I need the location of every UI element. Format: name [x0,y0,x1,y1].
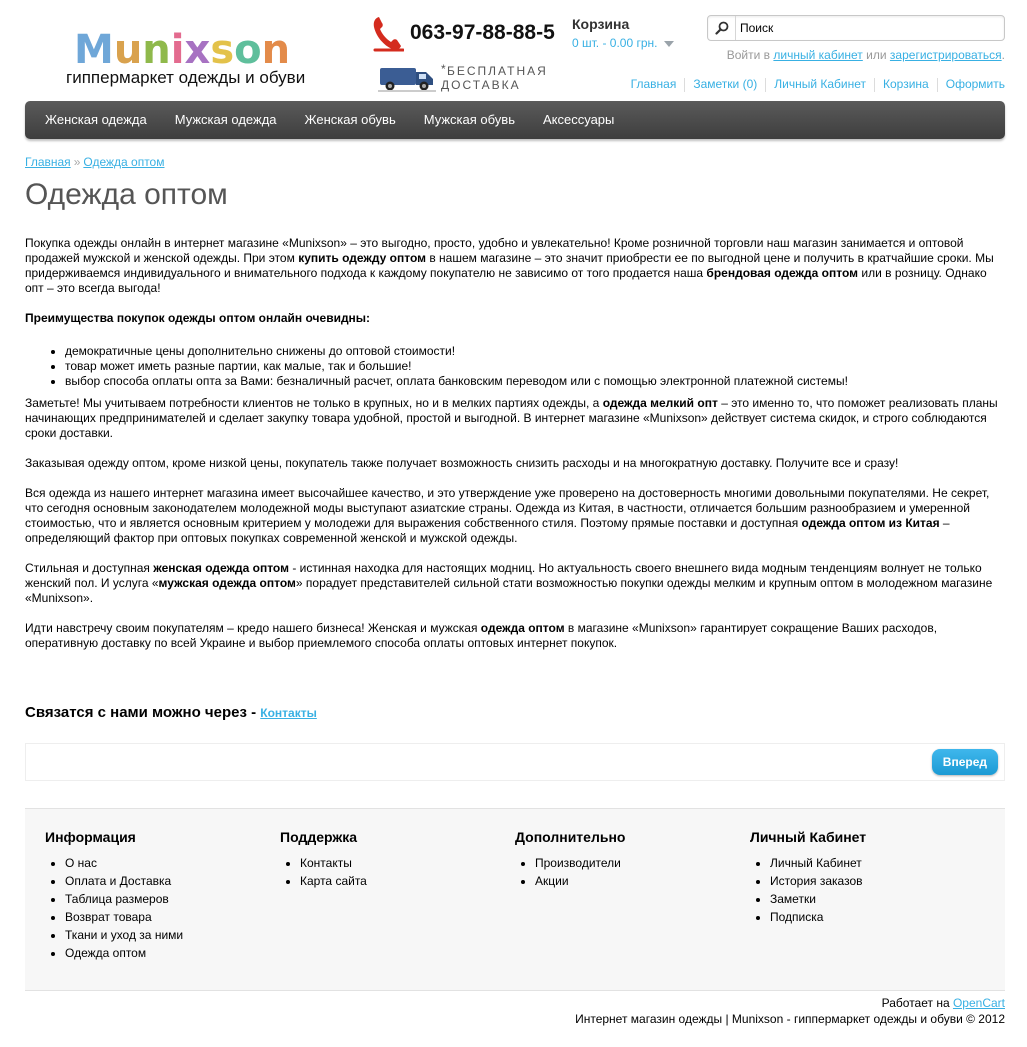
bold-text: купить одежду оптом [298,251,427,265]
text: - истинная находка для настоящих модниц. Но актуальность своего внешнего вида модным тенденциям волнует не только женский пол. И услуга « [25,561,982,590]
login-link[interactable]: личный кабинет [773,48,863,62]
bold-text: одежда оптом [480,621,565,635]
footer-link[interactable]: • Возврат товара [65,908,275,926]
cart-summary[interactable] [572,36,674,50]
cart-summary-text: 0 шт. - 0.00 грн. [572,36,658,50]
contact-heading [25,704,317,721]
chevron-down-icon[interactable] [664,41,674,47]
page-title: Одежда оптом [25,178,228,211]
top-link-wishlist[interactable]: Заметки (0) [693,77,758,91]
contacts-link[interactable]: Контакты [260,706,317,720]
paragraph-intro [25,236,1000,296]
article-content [25,236,1000,666]
breadcrumb-separator: » [73,155,81,169]
phone-icon [370,14,404,52]
copyright: Интернет магазин одежды | Munixson - гиппермаркет одежды и обуви © 2012 [575,1012,1005,1026]
logo-letter-4: x [184,27,211,73]
footer-link[interactable]: • Производители [535,854,745,872]
list-item: • демократичные цены дополнительно снижены до оптовой стоимости! [65,344,1000,359]
footer-link[interactable]: • Одежда оптом [65,944,275,962]
logo-letter-0: M [74,27,114,73]
text: Вся одежда из нашего интернет магазина имеет высочайшее качество, и это утверждение уже проверено на достоверность многими довольными покупателями. Не секрет, что сегодня основным законодателем молодежной моды выступают азиатские страны. Одежда из Китая, в частности, отличается большим разнообразием и умеренной стоимостью, что и является основным критерием у молодежи для выражения собственного стиля. Поэтому прямые поставки и доступная [25,486,990,530]
search-box [707,15,1005,41]
bold-text: брендовая одежда оптом [706,266,859,280]
bold-text: одежда мелкий опт [602,396,718,410]
logo-subtitle: гиппермаркет одежды и обуви [66,68,306,87]
top-link-cart[interactable]: Корзина [883,77,929,91]
delivery-line2: ДОСТАВКА [441,78,521,92]
menu-item-accessories[interactable]: Аксессуары [542,112,615,127]
forward-button[interactable]: Вперед [932,749,998,775]
text: – это именно то, что поможет реализовать планы начинающих предпринимателей и сделает закупку товара удобной, простой и выгодной. В интернет магазине «Munixson» действует система скидок, и строго соблюдаются сроки доставки. [25,396,998,440]
search-button[interactable] [708,16,736,40]
buttons-bar [25,743,1005,781]
bold-text: одежда оптом из Китая [801,516,940,530]
footer-link[interactable]: • Оплата и Доставка [65,872,275,890]
welcome-text [727,48,1005,62]
bold-text: женская одежда оптом [153,561,289,575]
top-link-checkout[interactable]: Оформить [945,77,1005,91]
menu-item-mens-clothing[interactable]: Мужская одежда [174,112,277,127]
footer-link[interactable]: • Ткани и уход за ними [65,926,275,944]
footer-link[interactable]: • Акции [535,872,745,890]
divider [765,78,766,92]
opencart-link[interactable]: OpenCart [952,996,1005,1010]
welcome-prefix: Войти в [726,48,771,62]
divider [937,78,938,92]
menu-item-mens-shoes[interactable]: Мужская обувь [423,112,515,127]
main-menu [25,101,1005,139]
breadcrumb-current[interactable]: Одежда оптом [83,155,165,169]
paragraph-quality [25,486,1000,546]
free-delivery-label [441,64,548,92]
footer-link[interactable]: • Контакты [300,854,510,872]
powered-by [882,996,1005,1010]
menu-item-womens-shoes[interactable]: Женская обувь [304,112,396,127]
logo-word [74,27,291,73]
search-icon [715,21,729,35]
text: Заметьте! Мы учитываем потребности клиентов не только в крупных, но и в мелких партиях одежды, а [25,396,603,410]
text: Покупка одежды онлайн в интернет магазине «Munixson» – это выгодно, просто, удобно и увлекательно! Кроме розничной торговли наш магазин занимается и оптовой продажей мужской и женской одежды. При этом [25,236,964,265]
logo[interactable] [66,27,306,90]
menu-item-womens-clothing[interactable]: Женская одежда [45,112,147,127]
divider [684,78,685,92]
divider [874,78,875,92]
logo-letter-3: i [170,27,185,73]
text: в магазине «Munixson» гарантирует сокращение Ваших расходов, оперативную доставку по всей Украине и выбор приемлемого способа оплаты оптовых интернет покупок. [25,621,938,650]
footer-link[interactable]: • Подписка [770,908,980,926]
footer [25,808,1005,991]
footer-column-extras [515,829,745,890]
list-item: • товар может иметь разные партии, как малые, так и большие! [65,359,1000,374]
footer-column-title: Личный Кабинет [750,829,867,845]
breadcrumb-home[interactable]: Главная [25,155,71,169]
powered-prefix: Работает на [881,996,953,1010]
text: Идти навстречу своим покупателям – кредо нашего бизнеса! Женская и мужская [25,621,481,635]
paragraph-credo [25,621,1000,651]
paragraph-style [25,561,1000,606]
logo-letter-7: n [261,27,291,73]
footer-link[interactable]: • Карта сайта [300,872,510,890]
paragraph-small-wholesale [25,396,1000,441]
welcome-end: . [1001,48,1005,62]
search-input[interactable] [740,19,995,37]
logo-letter-1: u [113,27,143,73]
text: Стильная и доступная [25,561,154,575]
footer-link[interactable]: • О нас [65,854,275,872]
text: » порадует представителей сильной стати возможностью покупки одежды мелким и крупным оптом в молодежном магазине «Munixson». [25,576,993,605]
top-link-home[interactable]: Главная [630,77,677,91]
text: или в розницу. Однако опт – это всегда выгода! [25,266,987,295]
header [0,0,1027,100]
text: в нашем магазине – это значит приобрести ее по выгодной цене и получить в кратчайшие сроки. Мы придерживаемся индивидуального и внимательного подхода к каждому покупателю не зависимо от того продается наша [25,251,994,280]
footer-link[interactable]: • Таблица размеров [65,890,275,908]
footer-column-support [280,829,510,890]
register-link[interactable]: зарегистрироваться [889,48,1002,62]
welcome-or: или [866,48,887,62]
logo-letter-2: n [142,27,171,73]
delivery-star: * [441,62,446,76]
bold-text: Преимущества покупок одежды оптом онлайн очевидны: [25,311,371,325]
footer-column-title: Поддержка [280,829,358,845]
footer-column-title: Дополнительно [515,829,626,845]
footer-column-title: Информация [45,829,136,845]
cart[interactable] [572,16,674,50]
paragraph-advantages-heading [25,311,1000,326]
top-link-account[interactable]: Личный Кабинет [774,77,867,91]
footer-link[interactable]: • История заказов [770,872,980,890]
footer-column-info [45,829,275,962]
bold-text: мужская одежда оптом [158,576,296,590]
truck-icon [378,64,436,92]
cart-title: Корзина [572,16,630,32]
phone-number: 063-97-88-88-5 [410,21,555,44]
top-links [625,77,1005,92]
logo-letter-5: s [210,27,235,73]
text: – определяющий фактор при оптовых покупках современной женской и мужской одежды. [25,516,950,545]
logo-letter-6: o [234,27,262,73]
list-item: • выбор способа оплаты опта за Вами: безналичный расчет, оплата банковским переводом или с помощью электронной платежной системы! [65,374,1000,389]
delivery-line1: БЕСПЛАТНАЯ [447,64,548,78]
paragraph-delivery: Заказывая одежду оптом, кроме низкой цены, покупатель также получает возможность снизить расходы и на многократную доставку. Получите все и сразу! [25,456,899,470]
contact-text: Связатся с нами можно через - [25,704,261,721]
footer-column-account [750,829,980,926]
footer-link[interactable]: • Заметки [770,890,980,908]
advantages-list [65,344,1000,389]
breadcrumb [25,155,164,169]
footer-link[interactable]: • Личный Кабинет [770,854,980,872]
